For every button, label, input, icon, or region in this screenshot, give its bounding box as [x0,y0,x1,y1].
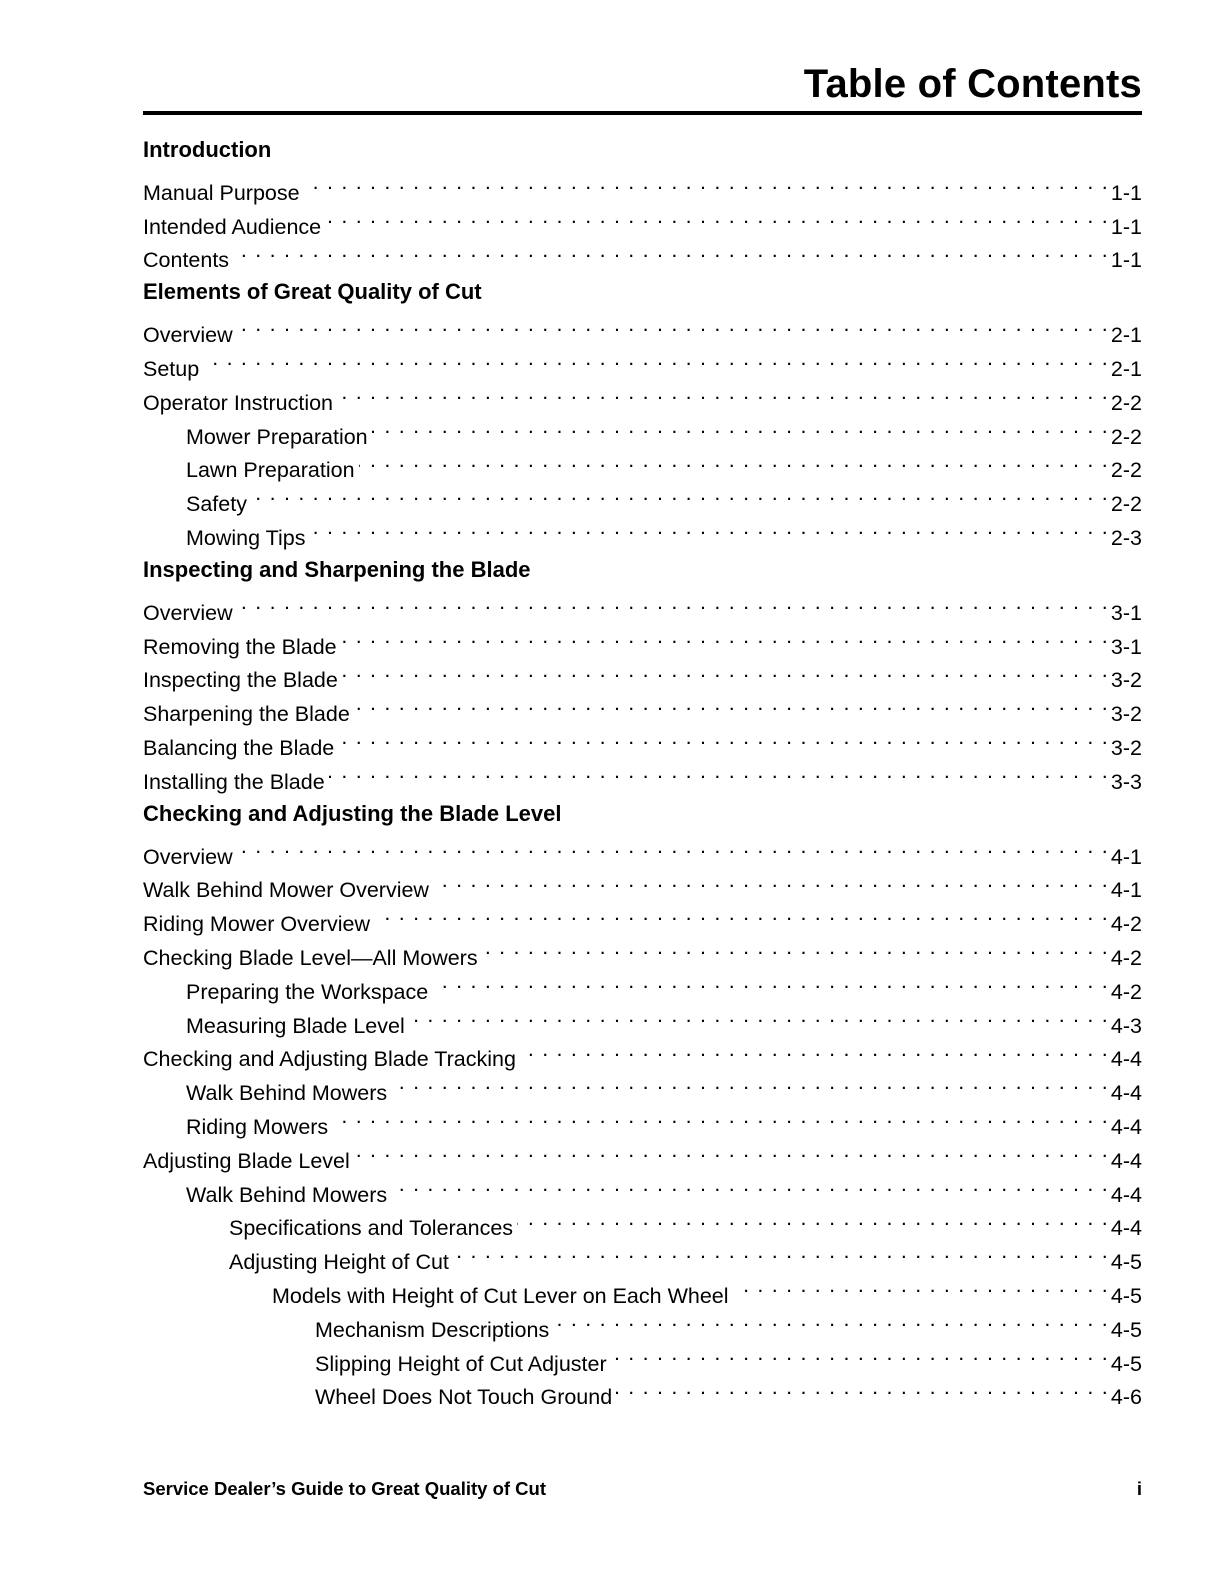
toc-entry-label: Overview [143,323,233,348]
toc-entry-label: Setup [143,356,200,381]
toc-entry-label: Inspecting the Blade [143,668,338,693]
toc-entry[interactable] [143,620,1142,659]
toc-entry-label: Removing the Blade [143,634,337,659]
section-heading: Elements of Great Quality of Cut [143,279,482,305]
toc-entry-page-number: 4-4 [1110,1216,1142,1241]
toc-entry-page-number: 4-1 [1110,878,1142,903]
dot-leader [409,999,1109,1033]
toc-entry-label: Checking Blade Level—All Mowers [143,945,478,970]
dot-leader [616,1371,1109,1405]
dot-leader [359,444,1109,478]
toc-entry-page-number: 2-2 [1110,458,1142,483]
toc-entry-label: Safety [186,492,247,517]
toc-entry-page-number: 4-1 [1110,844,1142,869]
toc-entry-page-number: 1-1 [1110,248,1142,273]
dot-leader [517,1202,1109,1236]
toc-entry-label: Riding Mower Overview [143,912,371,937]
toc-entry-label: Measuring Blade Level [186,1013,405,1038]
toc-entry[interactable] [143,234,1142,273]
toc-entry-page-number: 2-2 [1110,390,1142,415]
dot-leader [372,410,1109,444]
toc-entry-label: Adjusting Height of Cut [229,1250,449,1275]
page-title: Table of Contents [803,62,1142,106]
toc-section [143,133,1142,273]
dot-leader [432,965,1109,999]
section-heading: Inspecting and Sharpening the Blade [143,556,531,582]
toc-entry-page-number: 3-1 [1110,634,1142,659]
toc-entry-label: Riding Mowers [186,1114,329,1139]
toc-entry-label: Mechanism Descriptions [315,1317,550,1342]
toc-entry-page-number: 2-2 [1110,424,1142,449]
toc-entry-page-number: 3-3 [1110,769,1142,794]
toc-entry-label: Checking and Adjusting Blade Tracking [143,1047,516,1072]
toc-entry-label: Specifications and Tolerances [229,1216,514,1241]
toc-entry-page-number: 2-3 [1110,525,1142,550]
toc-entry[interactable] [143,586,1142,625]
toc-entry-label: Intended Audience [143,214,322,239]
toc-entry-label: Overview [143,844,233,869]
toc-entry-label: Preparing the Workspace [186,979,429,1004]
dot-leader [304,166,1109,200]
dot-leader [453,1235,1109,1269]
toc-entry-page-number: 4-3 [1110,1013,1142,1038]
dot-leader [341,620,1109,654]
toc-entry[interactable] [143,1337,1142,1376]
toc-entry[interactable] [143,477,1142,517]
toc-entry-page-number: 4-4 [1110,1047,1142,1072]
toc-entry-label: Sharpening the Blade [143,702,350,727]
toc-entry-page-number: 4-4 [1110,1182,1142,1207]
toc-entry-page-number: 3-2 [1110,735,1142,760]
toc-entry-label: Adjusting Blade Level [143,1148,350,1173]
title-rule [143,111,1142,115]
toc-entry-label: Walk Behind Mowers [186,1182,388,1207]
toc-entry-page-number: 3-2 [1110,702,1142,727]
dot-leader [233,234,1109,268]
toc-entry[interactable] [143,376,1142,415]
toc-entry-label: Operator Instruction [143,390,334,415]
toc-entry[interactable] [143,864,1142,903]
toc-entry-page-number: 4-5 [1110,1317,1142,1342]
toc-entry-label: Models with Height of Cut Lever on Each Wheel [272,1283,729,1308]
toc-entry-page-number: 2-1 [1110,323,1142,348]
toc-entry-label: Lawn Preparation [186,458,355,483]
toc-entry-page-number: 2-1 [1110,356,1142,381]
toc-entry-page-number: 4-2 [1110,945,1142,970]
toc-entry[interactable] [143,342,1142,381]
dot-leader [374,897,1109,931]
toc-entry-page-number: 4-5 [1110,1351,1142,1376]
toc-entry-label: Overview [143,600,233,625]
table-of-contents [143,133,1142,1410]
dot-leader [338,721,1109,755]
dot-leader [310,511,1109,545]
toc-entry-label: Mowing Tips [186,525,306,550]
toc-entry[interactable] [143,166,1142,205]
toc-entry[interactable] [143,511,1142,550]
toc-entry-page-number: 4-6 [1110,1385,1142,1410]
dot-leader [553,1303,1109,1337]
toc-entry-page-number: 1-1 [1110,180,1142,205]
dot-leader [329,755,1109,789]
dot-leader [237,308,1109,342]
dot-leader [433,864,1109,898]
dot-leader [354,687,1109,721]
toc-entry-page-number: 2-2 [1110,492,1142,517]
toc-entry-label: Walk Behind Mowers [186,1081,388,1106]
toc-entry-label: Wheel Does Not Touch Ground [315,1385,613,1410]
dot-leader [391,1066,1109,1100]
toc-entry-page-number: 4-5 [1110,1283,1142,1308]
dot-leader [203,342,1109,376]
toc-entry-label: Manual Purpose [143,180,300,205]
toc-entry-page-number: 4-4 [1110,1148,1142,1173]
dot-leader [354,1134,1109,1168]
dot-leader [325,200,1109,234]
toc-entry-page-number: 4-4 [1110,1081,1142,1106]
dot-leader [342,654,1109,688]
dot-leader [520,1033,1109,1067]
toc-entry-page-number: 1-1 [1110,214,1142,239]
footer-page-number: i [1136,1478,1142,1499]
toc-entry-label: Walk Behind Mower Overview [143,878,429,903]
dot-leader [391,1168,1109,1202]
toc-section [143,553,1142,794]
dot-leader [237,586,1109,620]
toc-section [143,797,1142,1410]
dot-leader [482,931,1109,965]
toc-entry[interactable] [143,308,1142,348]
toc-entry-page-number: 4-2 [1110,912,1142,937]
toc-entry-page-number: 3-1 [1110,600,1142,625]
toc-entry-page-number: 3-2 [1110,668,1142,693]
toc-entry-label: Mower Preparation [186,424,368,449]
section-heading: Checking and Adjusting the Blade Level [143,800,562,826]
dot-leader [337,376,1109,410]
toc-entry[interactable] [143,1371,1142,1410]
dot-leader [332,1100,1109,1134]
footer-title: Service Dealer’s Guide to Great Quality of Cut [143,1478,547,1499]
dot-leader [611,1337,1109,1371]
toc-entry-page-number: 4-5 [1110,1250,1142,1275]
toc-section [143,275,1142,550]
toc-entry-page-number: 4-4 [1110,1114,1142,1139]
dot-leader [237,830,1109,864]
dot-leader [251,477,1109,511]
toc-entry-label: Balancing the Blade [143,735,335,760]
toc-entry[interactable] [143,830,1142,869]
toc-entry-label: Installing the Blade [143,769,325,794]
toc-entry-page-number: 4-2 [1110,979,1142,1004]
section-heading: Introduction [143,137,272,162]
dot-leader [733,1269,1109,1303]
toc-entry-label: Slipping Height of Cut Adjuster [315,1351,607,1376]
toc-entry-label: Contents [143,248,230,273]
